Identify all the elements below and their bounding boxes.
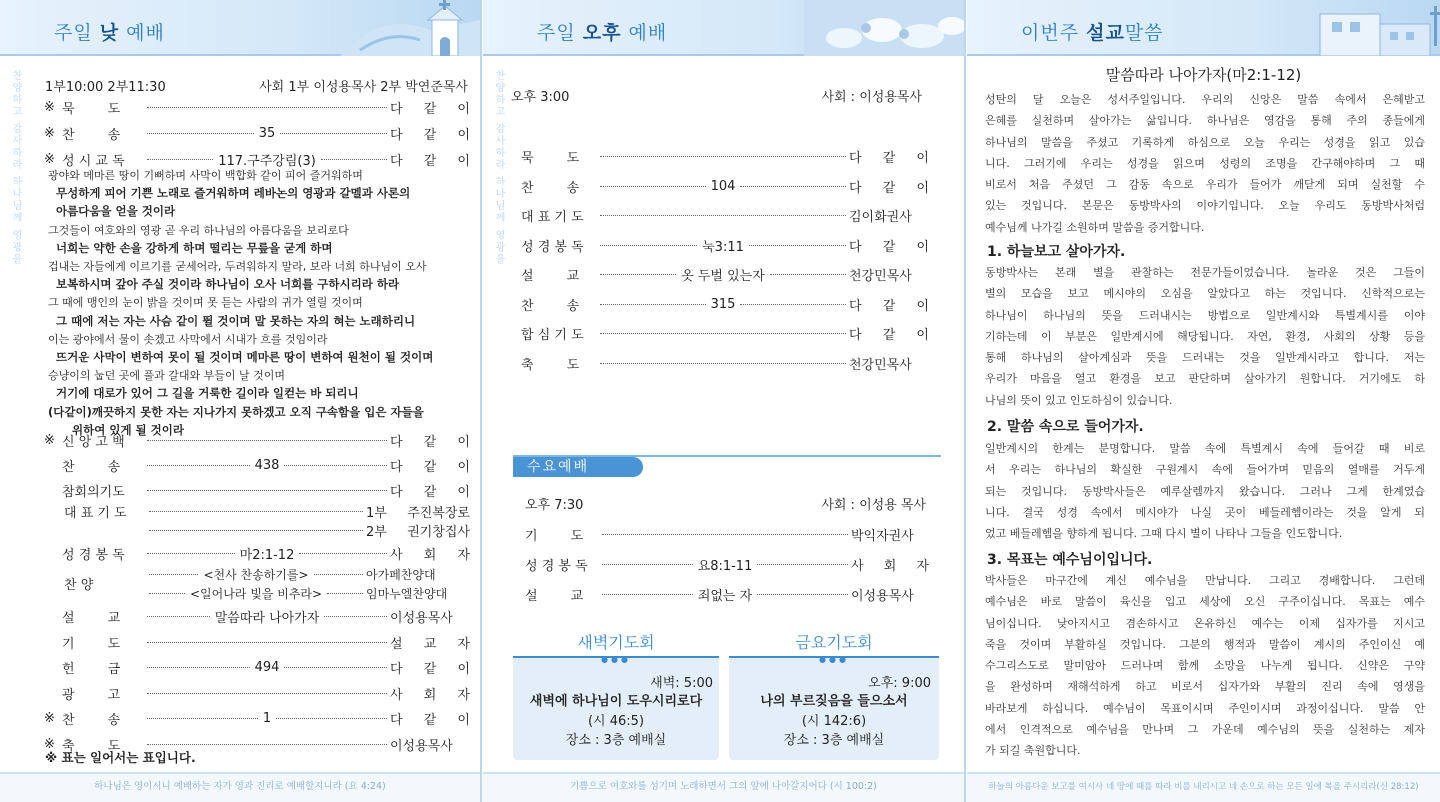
order-label: 대 표 기 도 (521, 210, 584, 225)
order-item (44, 124, 471, 143)
panel1-header (0, 0, 480, 56)
order-label: 기 도 (62, 636, 121, 652)
order-person: 이성용목사 (851, 589, 914, 604)
order-person: 다 같 이 (849, 328, 929, 343)
order-label: 신 앙 고 백 (62, 435, 125, 450)
order-label: 합 심 기 도 (521, 328, 584, 343)
sermon-line: 일반계시의 한계는 분명합니다. 말씀 속에 특별계시 속에 들어갈 때 비로 (985, 442, 1425, 455)
order-item (44, 98, 470, 117)
order-label: 광 고 (62, 687, 121, 703)
panel2-title: 주일 오후 예배 (537, 22, 668, 44)
reading-line: 이는 광야에서 물이 솟겠고 사막에서 시내가 흐를 것임이라 (48, 332, 328, 346)
wed-time: 오후 7:30 (525, 498, 584, 513)
reading-line: 너희는 약한 손을 강하게 하며 떨리는 무릎을 굳게 하며 (56, 240, 333, 255)
order-item (521, 354, 929, 373)
sermon-heading-3: 3. 목표는 예수님이입니다. (987, 552, 1153, 568)
order-detail: 35 (258, 126, 276, 141)
church-illustration (320, 0, 480, 56)
sermon-line: 나님의 뜻이 있고 인도하심이 있습니다. (985, 393, 1173, 407)
sermon-point-1 (985, 262, 1425, 411)
praise-line-2: <일어나라 빛을 비추라> 임마누엘찬양대 (146, 585, 470, 602)
dawn-ref: (시 46:5) (587, 714, 645, 729)
reading-line: 보복하시며 갚아 주실 것이라 하나님이 오사 너희를 구하시리라 하라 (56, 277, 400, 292)
order-person: 사 회 자 (390, 687, 470, 703)
order-item (521, 147, 929, 166)
panel-sunday-afternoon (483, 0, 966, 802)
order-person: 다 같 이 (390, 128, 471, 143)
order-detail: 눅3:11 (700, 236, 746, 255)
standing-mark: ※ (44, 711, 55, 726)
standing-note: ※ 표는 일어서는 표입니다. (45, 750, 196, 765)
sermon-line: 을 완성하며 재해석하게 하고 비로서 십자가와 부활의 진리 속에 영생을 (985, 680, 1425, 694)
order-detail: 죄없는 자 (696, 585, 754, 604)
sermon-line: 비로서 처음 주셨던 그 감동 속으로 우리가 들어가 깨닫게 되며 실천할 수 (985, 178, 1425, 192)
standing-mark: ※ (44, 433, 55, 448)
sermon-line: 가 되길 축원합니다. (985, 744, 1081, 758)
order-label: 묵 도 (521, 151, 580, 166)
sermon-line: 기하는데 이 부분은 일반계시에 해당됩니다. 자연, 환경, 사회의 상황 등을 (985, 329, 1425, 343)
panel3-header (967, 0, 1440, 56)
sermon-line: 님이십니다. 낮아지시고 겸손하시고 온유하신 예수는 이제 십자가를 지시고 (985, 616, 1425, 630)
order-label: 대 표 기 도 (64, 506, 127, 521)
sermon-point-3 (985, 570, 1425, 762)
reading-line: 그 때에 맹인의 눈이 밝을 것이며 못 듣는 사람의 귀가 열릴 것이며 (48, 296, 363, 310)
sermon-line: 박사들은 마구간에 계신 예수님을 만납니다. 그리고 경배합니다. 그런데 (985, 574, 1425, 587)
order-label: 성 시 교 독 (62, 154, 125, 169)
sermon-line: 은혜를 실천하며 살아가는 삶입니다. 하나님은 영감을 통해 주의 종들에게 (985, 114, 1425, 128)
order-person: 다 같 이 (390, 435, 470, 450)
panel3-footer-verse: 하늘의 아름다운 보고를 여시사 네 땅에 때를 따라 비를 내리시고 네 손으로 하는 모든 일에 복을 주시리라(신 28:12) (967, 772, 1440, 802)
service-hosts: 사회 1부 이성용목사 2부 박연준목사 (259, 80, 468, 95)
order-detail: 옷 두벌 있는자 (679, 265, 767, 284)
order-label: 찬 송 (62, 460, 121, 475)
order-label: 묵 도 (62, 102, 121, 117)
afternoon-time: 오후 3:00 (511, 90, 570, 105)
panel2-footer-verse: 기쁨으로 여호와를 섬기며 노래하면서 그의 앞에 나아갈지어다 (시 100:2) (483, 772, 964, 802)
order-label: 찬 송 (62, 713, 121, 728)
dawn-prayer-title: 새벽기도회 (513, 630, 719, 658)
reading-line: 무성하게 피어 기쁜 노래로 즐거워하며 레바논의 영광과 갈멜과 사론의 (56, 186, 411, 201)
order-label: 축 도 (62, 738, 121, 754)
friday-prayer-box: 금요기도회 ●●● 오후: 9:00 나의 부르짖음을 들으소서 (시 142:6) 장소 : 3층 예배실 (729, 630, 939, 760)
order-label: 성 경 봉 독 (525, 559, 588, 574)
order-person: 이성용목사 (390, 738, 453, 754)
sermon-line: 니다. 그러기에 우리는 성경을 읽으며 성령의 조명을 간구해야하며 그 때 (985, 156, 1425, 170)
dawn-place: 장소 : 3층 예배실 (565, 733, 667, 748)
order-label: 축 도 (521, 357, 580, 373)
order-person: 사 회 자 (390, 548, 470, 563)
order-item (62, 607, 470, 626)
order-item (521, 236, 929, 255)
wed-host: 사회 : 이성용 목사 (821, 498, 926, 513)
order-label: 성 경 봉 독 (62, 548, 125, 563)
reading-line: 광야와 메마른 땅이 기뻐하며 사막이 백합화 같이 피어 즐거워하며 (48, 169, 363, 182)
panel2-header (483, 0, 964, 56)
order-person: 다 같 이 (390, 485, 470, 500)
afternoon-host: 사회 : 이성용목사 (821, 90, 922, 105)
order-label: 기 도 (525, 529, 584, 544)
friday-time: 오후: 9:00 (868, 676, 931, 691)
order-item (525, 525, 929, 544)
friday-place: 장소 : 3층 예배실 (783, 733, 885, 748)
reading-line: 승냥이의 눕던 곳에 풀과 갈대와 부들이 날 것이며 (48, 369, 285, 383)
order-person: 이성용목사 (390, 611, 453, 626)
order-item (62, 481, 470, 500)
order-item (521, 324, 929, 343)
panel3-title: 이번주 설교말씀 (1021, 22, 1164, 44)
sermon-line: 성탄의 달 오늘은 성서주일입니다. 우리의 신앙은 말씀 속에서 은혜받고 (985, 93, 1425, 106)
standing-mark: ※ (44, 126, 55, 141)
order-person: 다 같 이 (849, 298, 930, 314)
sermon-line: 하나님의 말씀을 주셨고 기록하게 하심으로 오늘 우리는 성경을 읽고 있습 (985, 135, 1425, 149)
order-person: 박익자권사 (851, 529, 914, 544)
order-person: 다 같 이 (849, 239, 930, 255)
sheep-illustration (804, 0, 964, 56)
order-detail: 말씀따라 나아가자 (213, 607, 322, 626)
panel2-sidebar-text: 찬양하고 감사하라 하나님께 영광을 (493, 70, 504, 266)
order-item-praise: 찬 양 (64, 578, 94, 593)
sermon-line: 하나님이 하나님의 뜻을 드러내시는 방법으로 일반계시와 특별계시를 이야 (985, 308, 1425, 322)
reading-line: 그것들이 여호와의 영광 곧 우리 하나님의 아름다움을 보리로다 (48, 223, 349, 237)
order-item (44, 431, 470, 450)
sermon-line: 있는 것입니다. 본문은 동방박사의 이야기입니다. 오늘 우리도 동방박사처럼 (985, 199, 1425, 213)
panel-sermon (967, 0, 1440, 802)
order-item (521, 265, 929, 284)
sermon-line: 수그리스도로 말미암아 드러나며 함께 소망을 나누게 됩니다. 신약은 구약 (985, 659, 1425, 673)
dawn-prayer-box: 새벽기도회 ●●● 새벽: 5:00 새벽에 하나님이 도우시리로다 (시 46:5) 장소 : 3층 예배실 (513, 630, 719, 760)
order-person: 다 같 이 (390, 154, 470, 169)
sermon-point-2 (985, 438, 1425, 544)
order-label: 찬 송 (521, 298, 580, 314)
order-detail: 315 (710, 296, 736, 312)
dawn-time: 새벽: 5:00 (650, 676, 713, 691)
reading-line: 겁내는 자들에게 이르기를 굳세어라, 두려워하지 말라, 보라 너희 하나님이 오사 (48, 260, 427, 273)
sermon-line: 었고 베들레헴을 향하게 됩니다. 그때 다시 별이 나타나 그들을 인도합니다. (985, 527, 1343, 541)
order-item (521, 206, 929, 225)
sermon-heading-1: 1. 하늘보고 살아가자. (987, 244, 1126, 260)
order-person: 다 같 이 (390, 460, 471, 475)
order-detail: 494 (254, 660, 280, 675)
friday-ref: (시 142:6) (801, 714, 867, 729)
standing-mark: ※ (44, 152, 55, 167)
order-person: 김이화권사 (849, 210, 912, 225)
sermon-line: 서 우리는 하나님의 확실한 구원계시 속에 들어가며 믿음의 열매를 거두게 (985, 463, 1425, 477)
reading-line: 거기에 대로가 있어 그 길을 거룩한 길이라 일컫는 바 되리니 (56, 386, 359, 401)
prayer-line-2: 2부 권기창집사 (146, 521, 470, 540)
sermon-line: 예수님께 나가길 소원하며 말씀을 증거합니다. (985, 220, 1205, 234)
order-label: 성 경 봉 독 (521, 239, 584, 255)
sermon-line: 예수님은 바로 말씀이 육신을 입고 세상에 오신 구주이십니다. 목표는 예수 (985, 595, 1425, 609)
order-detail: 104 (710, 178, 736, 194)
order-detail: 요8:1-11 (696, 555, 755, 574)
wed-service-title: 수요예배 (513, 457, 643, 477)
order-item (62, 544, 470, 563)
reading-line: 아름다움을 얻을 것이라 (56, 204, 176, 219)
sermon-line: 되는 것입니다. 동방박사들은 예루살렘까지 왔습니다. 그러나 그게 한계였습 (985, 484, 1425, 498)
reading-line: 위하여 있게 될 것이라 (72, 422, 184, 437)
sermon-line: 에서 인격적으로 예수님을 만나며 그 가운데 예수님의 뜻을 실천하는 제자 (985, 723, 1425, 737)
order-label: 찬 송 (521, 180, 580, 196)
praise-line-1: <천사 찬송하기를> 아가페찬양대 (146, 566, 470, 583)
order-item (62, 684, 470, 703)
order-detail: 1 (262, 711, 272, 726)
order-label: 찬 송 (62, 128, 121, 143)
sermon-line: 니다. 결국 성경 속에서 메시야가 나실 곳이 베들레헴이라는 것을 알게 되 (985, 505, 1425, 519)
order-person: 사 회 자 (851, 559, 929, 574)
order-item (62, 456, 470, 475)
reading-line: 뜨거운 사막이 변하여 못이 될 것이며 메마른 땅이 변하여 원천이 될 것이며 (56, 350, 434, 364)
order-item (521, 177, 929, 196)
order-label: 참회의기도 (62, 485, 125, 500)
sermon-heading-2: 2. 말씀 속으로 들어가자. (987, 419, 1144, 435)
prayer-line-1: 1부 주진복장로 (146, 502, 470, 521)
sermon-line: 통해 하나님의 살아계심과 뜻을 드러내는 것을 일반계시라고 합니다. 저는 (985, 351, 1425, 365)
service-times: 1부10:00 2부11:30 (45, 80, 166, 95)
panel1-footer-verse: 하나님은 영이시니 예배하는 자가 영과 진리로 예배할지니라 (요 4:24) (0, 772, 480, 802)
church-building-illustration (1280, 0, 1440, 56)
reading-line: 그 때에 저는 자는 사슴 같이 뛸 것이며 말 못하는 자의 혀는 노래하리니 (56, 313, 416, 328)
order-label: 헌 금 (62, 662, 121, 677)
sermon-line: 우리가 마음을 열고 환경을 보고 판단하며 살아가기 원합니다. 거기에도 하 (985, 372, 1425, 386)
standing-mark: ※ (44, 100, 55, 115)
dawn-subject: 새벽에 하나님이 도우시리로다 (529, 694, 703, 709)
order-person: 다 같 이 (849, 151, 929, 166)
order-person: 다 같 이 (390, 713, 470, 728)
order-person: 천강민목사 (849, 269, 912, 284)
sermon-intro (985, 89, 1425, 238)
friday-prayer-title: 금요기도회 (729, 630, 939, 658)
friday-subject: 나의 부르짖음을 들으소서 (760, 694, 908, 709)
sermon-line: 동방박사는 본래 별을 관찰하는 전문가들이었습니다. 놀라운 것은 그들이 (985, 266, 1425, 279)
order-person: 천강민목사 (849, 357, 912, 373)
order-item (62, 633, 470, 652)
reading-line: (다같이)깨끗하지 못한 자는 지나가지 못하겠고 오직 구속함을 입은 자들을 (48, 404, 424, 419)
order-item (525, 555, 929, 574)
order-person: 다 같 이 (849, 180, 930, 196)
panel1-title: 주일 낮 예배 (54, 22, 165, 44)
order-person: 다 같 이 (390, 102, 470, 117)
standing-mark: ※ (44, 736, 55, 752)
panel1-sidebar-text: 찬양하고 감사하라 하나님께 영광을 (10, 70, 21, 266)
order-item (525, 585, 929, 604)
order-detail: 117.구주강림(3) (216, 150, 318, 169)
sermon-title: 말씀따라 나아가자(마2:1-12) (1105, 66, 1302, 84)
order-item (62, 658, 470, 677)
order-label: 설 교 (62, 611, 121, 626)
order-person: 다 같 이 (390, 662, 471, 677)
order-item (44, 709, 470, 728)
order-item (521, 295, 929, 314)
sermon-line: 바라보게 하십니다. 예수님이 목표이시며 주인이시며 과정이십니다. 말씀 안 (985, 701, 1425, 715)
order-person: 설 교 자 (390, 636, 470, 652)
panel-sunday-morning (0, 0, 482, 802)
order-label: 설 교 (521, 269, 580, 284)
order-detail: 마2:1-12 (238, 544, 297, 563)
order-detail: 438 (254, 458, 280, 473)
order-label: 설 교 (525, 589, 584, 604)
sermon-line: 별의 모습을 보고 메시야의 오심을 알았다고 하는 것입니다. 신학적으로는 (985, 287, 1425, 301)
sermon-line: 죽을 것이며 부활하실 것입니다. 그분의 행적과 말씀이 계시의 주인이신 예 (985, 637, 1425, 651)
